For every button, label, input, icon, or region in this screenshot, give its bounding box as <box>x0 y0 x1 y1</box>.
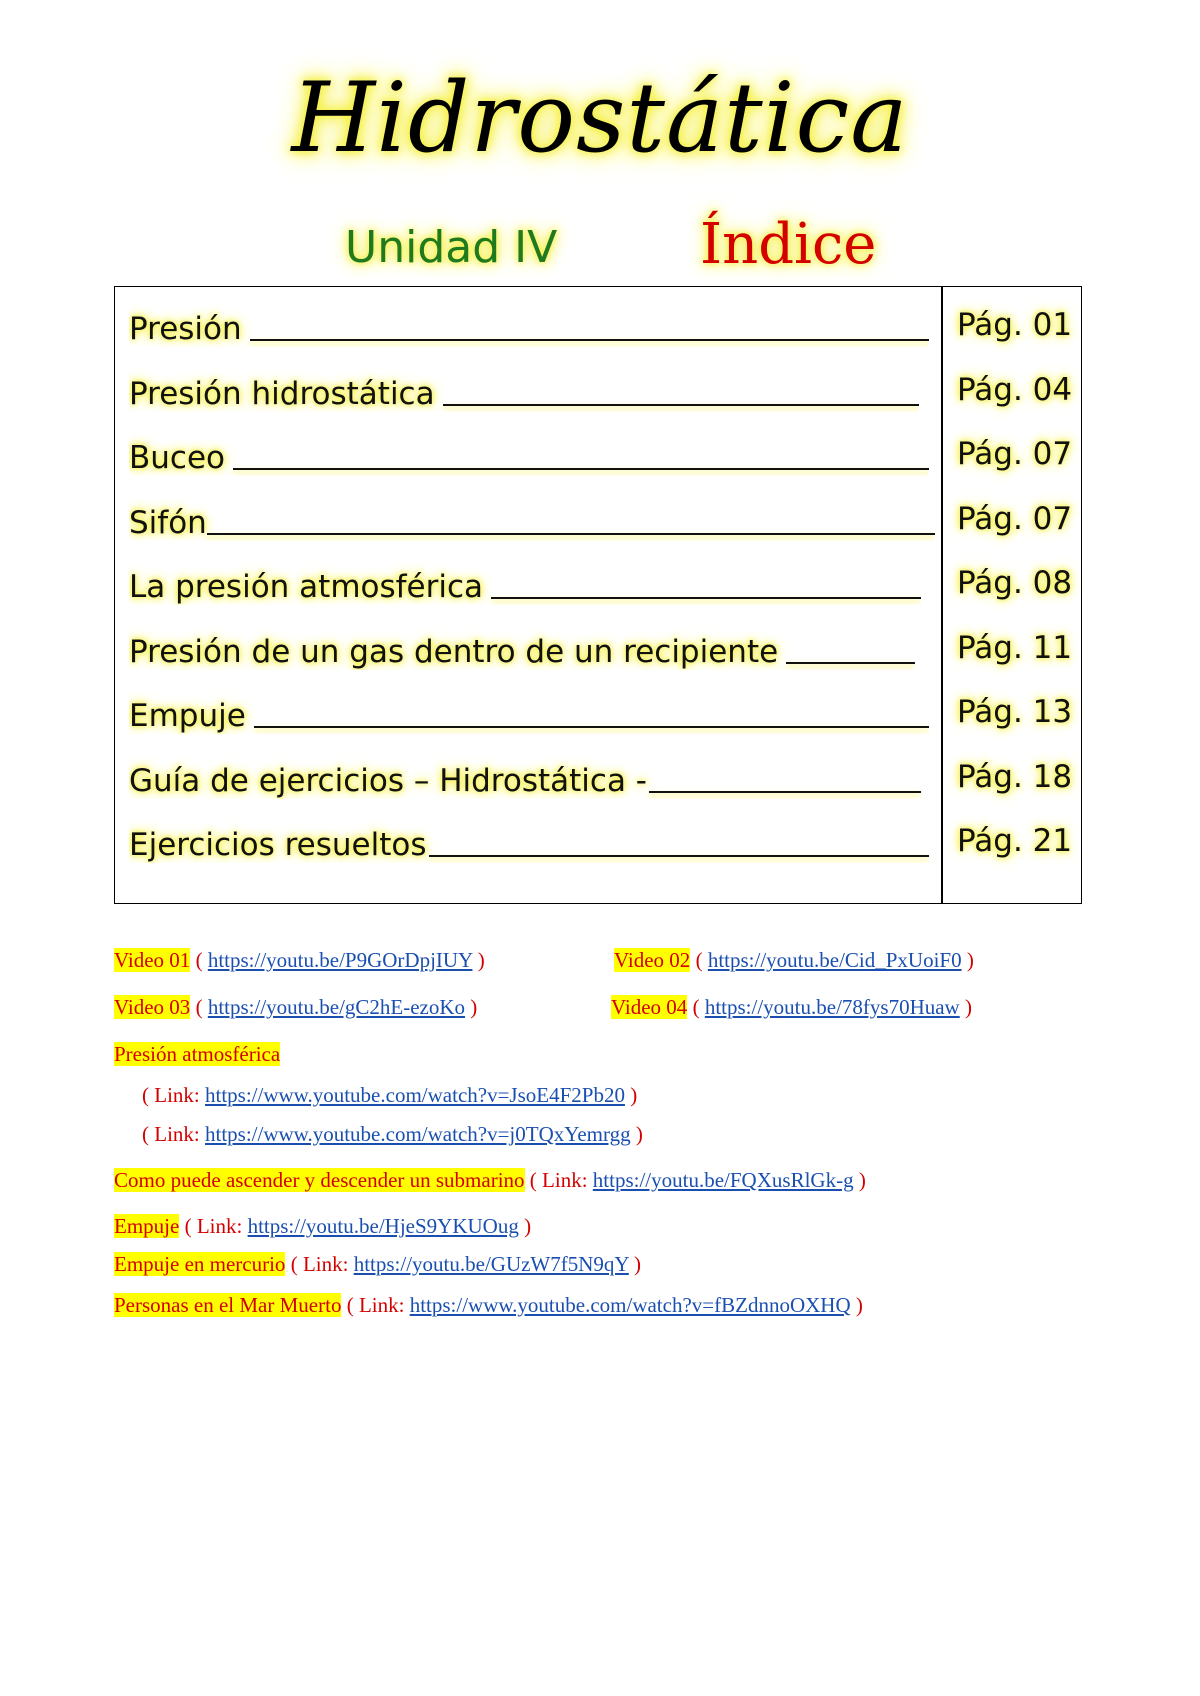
extra-link-item: Empuje en mercurio ( Link: https://youtu.be/GUzW7f5N9qY ) <box>114 1252 642 1276</box>
toc-leader <box>254 726 929 728</box>
extra-link[interactable]: https://youtu.be/GUzW7f5N9qY <box>353 1252 629 1276</box>
toc-leader <box>233 468 929 470</box>
toc-leader <box>491 597 921 599</box>
toc-page: Pág. 08 <box>957 565 1073 601</box>
toc-label: Empuje <box>129 698 246 734</box>
toc-label: Sifón <box>129 505 207 541</box>
toc-row <box>115 497 1083 557</box>
toc-row <box>115 690 1083 750</box>
atm-link[interactable]: https://www.youtube.com/watch?v=JsoE4F2Pb20 <box>205 1083 625 1107</box>
video-link[interactable]: https://youtu.be/P9GOrDpjIUY <box>207 948 473 972</box>
toc-page: Pág. 07 <box>957 436 1073 472</box>
toc-label: Presión de un gas dentro de un recipiente <box>129 634 779 670</box>
toc-leader <box>786 662 915 664</box>
extra-label: Como puede ascender y descender un submarino <box>114 1168 525 1192</box>
toc-table <box>114 286 1082 904</box>
toc-label: Ejercicios resueltos <box>129 827 427 863</box>
toc-row <box>115 368 1083 428</box>
video-label: Video 03 <box>114 995 191 1019</box>
video-label: Video 01 <box>114 948 191 972</box>
extra-link-item: Como puede ascender y descender un submarino ( Link: https://youtu.be/FQXusRlGk-g ) <box>114 1168 866 1192</box>
toc-label: La presión atmosférica <box>129 569 484 605</box>
extra-label: Personas en el Mar Muerto <box>114 1293 342 1317</box>
toc-page: Pág. 13 <box>957 694 1073 730</box>
extra-link-item: Empuje ( Link: https://youtu.be/HjeS9YKUOug ) <box>114 1214 532 1238</box>
atm-heading: Presión atmosférica <box>114 1042 281 1066</box>
atm-link-item: ( Link: https://www.youtube.com/watch?v=JsoE4F2Pb20 ) <box>142 1083 638 1107</box>
extra-link[interactable]: https://youtu.be/FQXusRlGk-g <box>592 1168 854 1192</box>
toc-page: Pág. 01 <box>957 307 1073 343</box>
toc-row <box>115 626 1083 686</box>
toc-row <box>115 303 1083 363</box>
unit-label: Unidad IV <box>345 222 558 273</box>
toc-leader <box>429 855 929 857</box>
toc-label: Presión hidrostática <box>129 376 435 412</box>
atm-link-item: ( Link: https://www.youtube.com/watch?v=j0TQxYemrgg ) <box>142 1122 643 1146</box>
toc-row <box>115 755 1083 815</box>
video-link[interactable]: https://youtu.be/Cid_PxUoiF0 <box>707 948 962 972</box>
video-link[interactable]: https://youtu.be/gC2hE-ezoKo <box>207 995 466 1019</box>
toc-page: Pág. 18 <box>957 759 1073 795</box>
video-item: Video 02 ( https://youtu.be/Cid_PxUoiF0 ) <box>614 948 974 972</box>
extra-label: Empuje en mercurio <box>114 1252 286 1276</box>
video-label: Video 02 <box>614 948 691 972</box>
toc-leader <box>443 404 919 406</box>
extra-link[interactable]: https://www.youtube.com/watch?v=fBZdnnoOXHQ <box>409 1293 851 1317</box>
extra-link-item: Personas en el Mar Muerto ( Link: https://www.youtube.com/watch?v=fBZdnnoOXHQ ) <box>114 1293 863 1317</box>
toc-leader <box>207 533 935 535</box>
toc-row <box>115 819 1083 879</box>
page-title: Hidrostática <box>291 62 909 174</box>
video-item: Video 04 ( https://youtu.be/78fys70Huaw ) <box>611 995 972 1019</box>
video-link[interactable]: https://youtu.be/78fys70Huaw <box>704 995 960 1019</box>
video-item: Video 03 ( https://youtu.be/gC2hE-ezoKo ) <box>114 995 478 1019</box>
video-item: Video 01 ( https://youtu.be/P9GOrDpjIUY ) <box>114 948 485 972</box>
toc-page: Pág. 21 <box>957 823 1073 859</box>
toc-row <box>115 432 1083 492</box>
toc-label: Buceo <box>129 440 225 476</box>
toc-row <box>115 561 1083 621</box>
toc-page: Pág. 11 <box>957 630 1073 666</box>
video-label: Video 04 <box>611 995 688 1019</box>
extra-label: Empuje <box>114 1214 180 1238</box>
toc-label: Guía de ejercicios – Hidrostática - <box>129 763 647 799</box>
toc-page: Pág. 04 <box>957 372 1073 408</box>
atm-link[interactable]: https://www.youtube.com/watch?v=j0TQxYemrgg <box>205 1122 631 1146</box>
index-heading: Índice <box>700 212 877 277</box>
toc-page: Pág. 07 <box>957 501 1073 537</box>
extra-link[interactable]: https://youtu.be/HjeS9YKUOug <box>247 1214 519 1238</box>
toc-leader <box>649 791 921 793</box>
toc-label: Presión <box>129 311 242 347</box>
toc-leader <box>250 339 929 341</box>
